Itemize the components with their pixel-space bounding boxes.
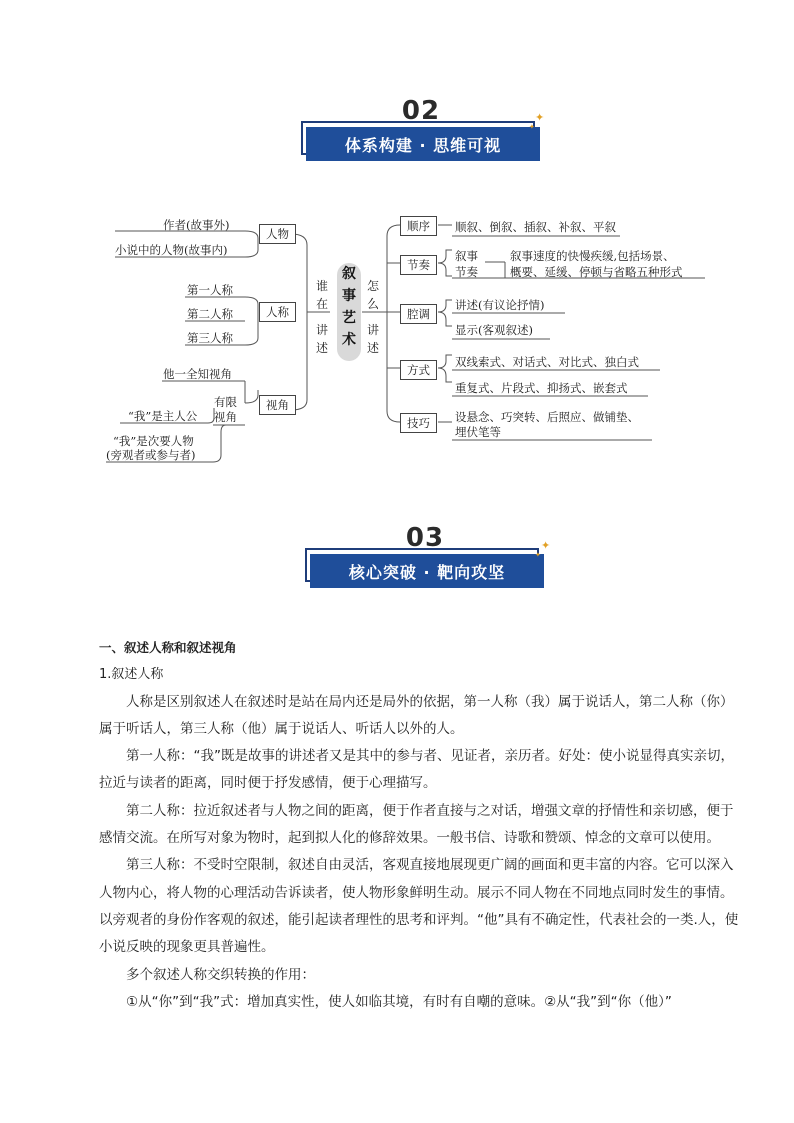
- jiezou-sub-2: 节奏: [455, 265, 478, 279]
- jiezou-line-2: 概要、延缓、停顿与省略五种形式: [510, 265, 683, 279]
- qiangdiao-item-2: 显示(客观叙述): [455, 323, 533, 337]
- paragraph: 第三人称：不受时空限制，叙述自由灵活，客观直接地展现更广阔的画面和更丰富的内容。它可以深入人物内心，将人物的心理活动告诉读者，使人物形象鲜明生动。展示不同人物在不同地点同时发生的事情。以旁观者的身份作客观的叙述，能引起读者理性的思考和评判。“他”具有不确定性，代表社会的一类.人，使小说反映的现象更具普遍性。: [99, 857, 739, 956]
- paragraph: 第二人称：拉近叙述者与人物之间的距离，便于作者直接与之对话，增强文章的抒情性和亲切感，便于感情交流。在所写对象为物时，起到拟人化的修辞效果。一般书信、诗歌和赞颂、悼念的文章可以使用。: [99, 802, 734, 847]
- paragraph: 第一人称：“我”既是故事的讲述者又是其中的参与者、见证者，亲历者。好处：使小说显得真实亲切，拉近与读者的距离，同时便于抒发感情，便于心理描写。: [99, 748, 734, 792]
- jiezou-sub-1: 叙事: [455, 249, 478, 263]
- protagonist-node: “我”是主人公: [128, 409, 198, 423]
- fangshi-box: 方式: [400, 360, 437, 380]
- sparkle-icon: ✦: [541, 539, 551, 552]
- shijiao-box: 视角: [259, 395, 296, 415]
- shunxu-text: 顺叙、倒叙、插叙、补叙、平叙: [455, 220, 616, 234]
- limited-label-1: 有限: [214, 395, 237, 409]
- character-node: 小说中的人物(故事内): [115, 243, 228, 257]
- article-heading: 一、叙述人称和叙述视角: [99, 640, 237, 655]
- paragraph: ①从“你”到“我”式：增加真实性，使人如临其境，有时有自嘲的意味。②从“我”到“你（他）”: [126, 993, 672, 1010]
- jiezou-line-1: 叙事速度的快慢疾缓,包括场景、: [510, 249, 675, 263]
- shunxu-box: 顺序: [400, 216, 437, 236]
- jiezou-box: 节奏: [400, 255, 437, 275]
- mind-map-lines: [0, 0, 794, 480]
- second-person-node: 第二人称: [187, 307, 233, 321]
- first-person-node: 第一人称: [187, 283, 233, 297]
- paragraph: 人称是区别叙述人在叙述时是站在局内还是局外的依据，第一人称（我）属于说话人，第二人称（你）属于听话人，第三人称（他）属于说话人、听话人以外的人。: [99, 693, 734, 737]
- qiangdiao-box: 腔调: [400, 304, 437, 324]
- qiangdiao-item-1: 讲述(有议论抒情): [455, 298, 545, 312]
- sparkle-icon: ✦: [529, 123, 535, 131]
- jiqiao-box: 技巧: [400, 413, 437, 433]
- author-node: 作者(故事外): [163, 218, 230, 232]
- section-number-03: 03: [405, 523, 445, 553]
- renwu-box: 人物: [259, 224, 296, 244]
- rencheng-box: 人称: [259, 302, 296, 322]
- section-number-02: 02: [401, 96, 441, 126]
- section-banner-03: [310, 554, 544, 588]
- omniscient-node: 他一全知视角: [163, 367, 232, 381]
- sparkle-icon: ✦: [535, 111, 545, 124]
- paragraph: 多个叙述人称交织转换的作用：: [126, 966, 315, 983]
- mind-map: [0, 0, 794, 480]
- secondary-node-sub: (旁观者或参与者): [106, 448, 196, 462]
- center-node: 叙 事 艺 术: [337, 263, 361, 361]
- left-connector: 谁 在 讲 述: [315, 279, 328, 355]
- sparkle-icon: ✦: [535, 551, 541, 559]
- limited-label-2: 视角: [214, 410, 237, 424]
- third-person-node: 第三人称: [187, 331, 233, 345]
- jiqiao-line-1: 设悬念、巧突转、后照应、做铺垫、: [455, 410, 639, 424]
- right-connector: 怎 么 讲 述: [366, 279, 379, 355]
- jiqiao-line-2: 埋伏笔等: [455, 425, 501, 439]
- article-body: [99, 634, 739, 1016]
- fangshi-item-1: 双线索式、对话式、对比式、独白式: [455, 355, 639, 369]
- section-title-02: 体系构建 · 思维可视: [306, 127, 540, 161]
- section-title-03: 核心突破 · 靶向攻坚: [310, 554, 544, 588]
- fangshi-item-2: 重复式、片段式、抑扬式、嵌套式: [455, 381, 628, 395]
- secondary-node: “我”是次要人物: [113, 434, 194, 448]
- article-subheading: 1.叙述人称: [99, 667, 164, 683]
